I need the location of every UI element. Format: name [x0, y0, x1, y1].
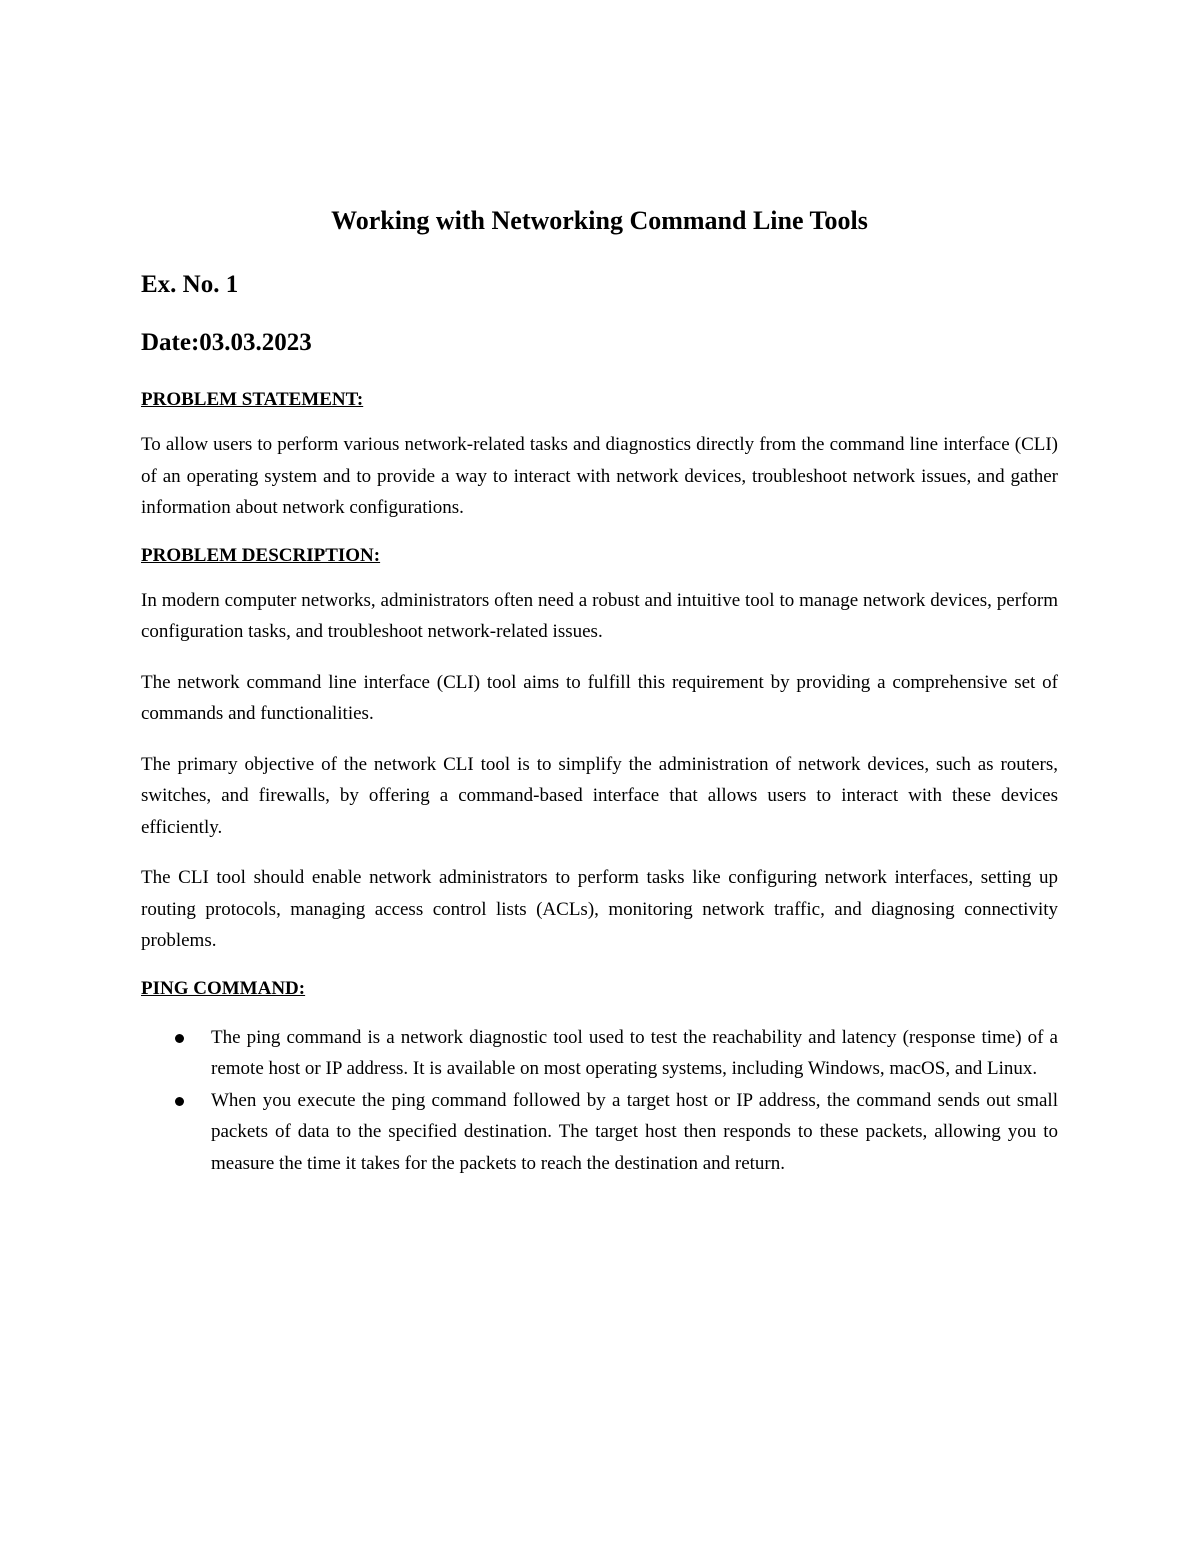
- bullet-icon: [175, 1097, 184, 1106]
- page-content: [141, 203, 1058, 1179]
- problem-description-heading: PROBLEM DESCRIPTION:: [141, 544, 381, 566]
- exercise-number: Ex. No. 1: [141, 271, 239, 298]
- list-item-text: When you execute the ping command followed by a target host or IP address, the command sends out small packets of data to the specified destination. The target host then responds to these packets, allowing you to measure the time it takes for the packets to reach the destination and return.: [211, 1089, 1058, 1174]
- problem-description-paragraph: The primary objective of the network CLI tool is to simplify the administration of network devices, such as routers, switches, and firewalls, by offering a command-based interface that allows users to interact with these devices efficiently.: [141, 753, 1058, 838]
- problem-description-paragraph: In modern computer networks, administrators often need a robust and intuitive tool to manage network devices, perform configuration tasks, and troubleshoot network-related issues.: [141, 589, 1058, 642]
- problem-statement-heading: PROBLEM STATEMENT:: [141, 389, 364, 410]
- list-item: [141, 1022, 1058, 1085]
- list-item: [141, 1085, 1058, 1180]
- problem-description-paragraph: The CLI tool should enable network administrators to perform tasks like configuring network interfaces, setting up routing protocols, managing access control lists (ACLs), monitoring network traffic, and diagnosing connectivity problems.: [141, 867, 1058, 951]
- problem-statement-paragraph: To allow users to perform various network-related tasks and diagnostics directly from the command line interface (CLI) of an operating system and to provide a way to interact with network devices, troubleshoot network issues, and gather information about network configurations.: [141, 434, 1058, 518]
- list-item-text: The ping command is a network diagnostic tool used to test the reachability and latency (response time) of a remote host or IP address. It is available on most operating systems, including Windows, macOS, and Linux.: [211, 1026, 1058, 1079]
- exercise-date: Date:03.03.2023: [141, 329, 312, 356]
- problem-description-paragraph: The network command line interface (CLI) tool aims to fulfill this requirement by providing a comprehensive set of commands and functionalities.: [141, 671, 1058, 724]
- ping-command-heading: PING COMMAND:: [141, 977, 306, 999]
- document-title: Working with Networking Command Line Tools: [331, 206, 868, 235]
- ping-command-list: [141, 1022, 1058, 1180]
- bullet-icon: [175, 1034, 184, 1043]
